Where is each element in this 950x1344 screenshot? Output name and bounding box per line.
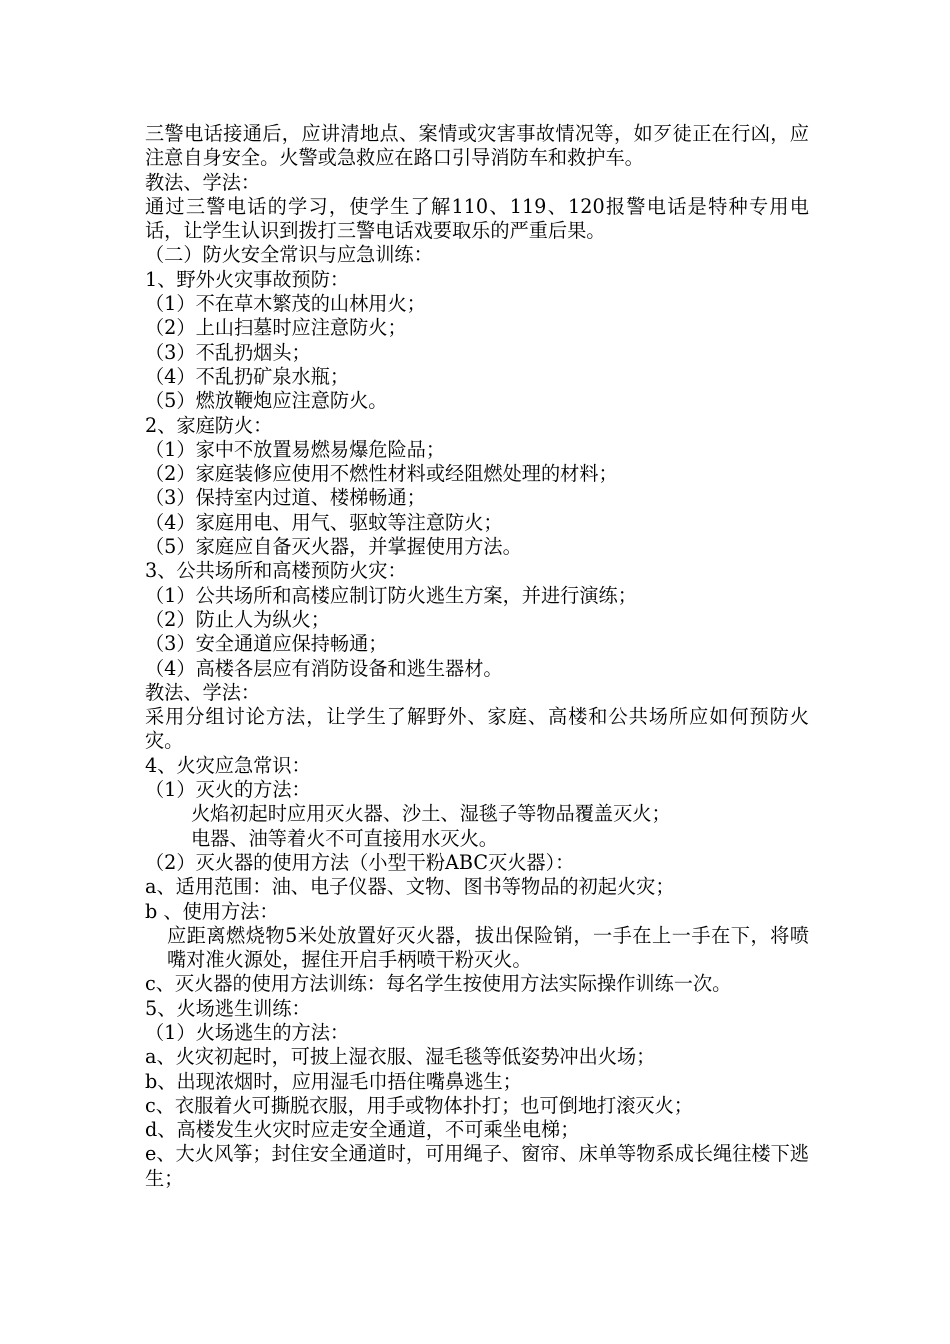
- list-item: d、高楼发生火灾时应走安全通道，不可乘坐电梯；: [145, 1118, 580, 1142]
- subsection-title-escape-training: 5、火场逃生训练：: [145, 996, 311, 1020]
- list-item: c、衣服着火可撕脱衣服，用手或物体扑打；也可倒地打滚灭火；: [145, 1093, 693, 1117]
- section-title-fire-safety: （二）防火安全常识与应急训练：: [145, 243, 433, 267]
- list-item: （3）保持室内过道、楼梯畅通；: [145, 486, 426, 510]
- paragraph-text: 应距离燃烧物5米处放置好灭火器，拔出保险销，一手在上一手在下，将喷嘴对准火源处，握住开启手柄喷干粉灭火。: [167, 923, 809, 972]
- subsection-title-public-places: 3、公共场所和高楼预防火灾：: [145, 559, 407, 583]
- list-item: （2）防止人为纵火；: [145, 607, 330, 631]
- subsection-title-home-fire: 2、家庭防火：: [145, 413, 273, 437]
- subsection-title-wildfire: 1、野外火灾事故预防：: [145, 267, 350, 291]
- sub-item-title: （1）灭火的方法：: [145, 778, 311, 802]
- list-item: （3）不乱扔烟头；: [145, 340, 311, 364]
- paragraph-police-call: 三警电话接通后，应讲清地点、案情或灾害事故情况等，如歹徒正在行凶，应注意自身安全。火警或急救应在路口引导消防车和救护车。: [145, 122, 809, 170]
- subsection-title-fire-emergency: 4、火灾应急常识：: [145, 753, 311, 777]
- paragraph-extinguisher-usage: [145, 924, 809, 973]
- list-item: （4）家庭用电、用气、驱蚊等注意防火；: [145, 510, 503, 534]
- list-item: （1）家中不放置易燃易爆危险品；: [145, 437, 446, 461]
- list-item: （3）安全通道应保持畅通；: [145, 632, 388, 656]
- list-item: 火焰初起时应用灭火器、沙土、湿毯子等物品覆盖灭火；: [191, 802, 671, 826]
- list-item: （5）家庭应自备灭火器，并掌握使用方法。: [145, 535, 522, 559]
- paragraph-three-calls: 通过三警电话的学习，使学生了解110、119、120报警电话是特种专用电话，让学生认识到拨打三警电话戏要取乐的严重后果。: [145, 194, 809, 243]
- list-item: （2）上山扫墓时应注意防火；: [145, 316, 407, 340]
- method-label: 教法、学法：: [145, 680, 261, 704]
- list-item: 电器、油等着火不可直接用水灭火。: [191, 826, 498, 850]
- list-item: a、火灾初起时，可披上湿衣服、湿毛毯等低姿势冲出火场；: [145, 1045, 656, 1069]
- list-item: e、大火风筝；封住安全通道时，可用绳子、窗帘、床单等物系成长绳往楼下逃生；: [145, 1142, 809, 1190]
- sub-item-title: （2）灭火器的使用方法（小型干粉ABC灭火器）：: [145, 850, 575, 874]
- list-item: c、灭火器的使用方法训练：每名学生按使用方法实际操作训练一次。: [145, 972, 732, 996]
- list-item: b 、使用方法：: [145, 899, 279, 923]
- list-item: （5）燃放鞭炮应注意防火。: [145, 389, 388, 413]
- list-item: b、出现浓烟时，应用湿毛巾捂住嘴鼻逃生；: [145, 1069, 522, 1093]
- paragraph-group-discussion: 采用分组讨论方法，让学生了解野外、家庭、高楼和公共场所应如何预防火灾。: [145, 705, 809, 753]
- list-item: （4）不乱扔矿泉水瓶；: [145, 364, 350, 388]
- list-item: （2）家庭装修应使用不燃性材料或经阻燃处理的材料；: [145, 462, 618, 486]
- method-label: 教法、学法：: [145, 170, 261, 194]
- list-item: （1）公共场所和高楼应制订防火逃生方案，并进行演练；: [145, 583, 637, 607]
- sub-item-title: （1）火场逃生的方法：: [145, 1020, 350, 1044]
- list-item: a、适用范围：油、电子仪器、文物、图书等物品的初起火灾；: [145, 875, 675, 899]
- list-item: （4）高楼各层应有消防设备和逃生器材。: [145, 656, 503, 680]
- list-item: （1）不在草木繁茂的山林用火；: [145, 292, 426, 316]
- document-body: [145, 122, 809, 1191]
